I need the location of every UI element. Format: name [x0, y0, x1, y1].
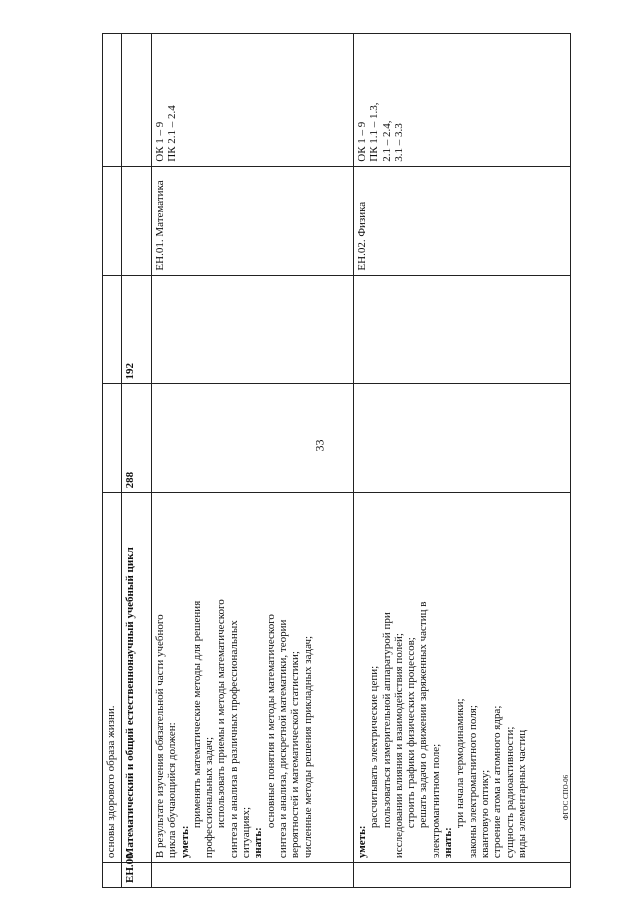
math-line: применять математические методы для решения	[190, 600, 203, 829]
footer-code: ФГОС СПО-06	[562, 774, 570, 820]
physics-line: квантовую оптику;	[478, 769, 491, 859]
table-row-section	[122, 34, 152, 888]
physics-line: строение атома и атомного ядра;	[491, 705, 504, 859]
physics-line: законы электромагнитного поля;	[466, 705, 479, 859]
cell-empty	[103, 863, 122, 888]
physics-line: сущность радиоактивности;	[503, 726, 516, 859]
physics-line: рассчитывать электрические цепи;	[368, 665, 381, 829]
math-description	[152, 493, 354, 863]
table-row-math	[152, 34, 354, 888]
curriculum-table	[102, 33, 571, 888]
math-line: ситуациях;	[240, 807, 253, 859]
table-row-health	[103, 34, 122, 888]
table-row-physics	[353, 34, 570, 888]
math-discipline: ЕН.01. Математика	[152, 166, 354, 275]
physics-line: знать:	[442, 827, 455, 859]
physics-competence: 2.1 – 2.4,	[380, 120, 393, 162]
math-line: профессиональных задач;	[203, 736, 216, 859]
math-line: численные методы решения прикладных задач;	[301, 635, 314, 859]
math-competence: ПК 2.1 – 2.4	[166, 105, 179, 162]
math-line: синтеза и анализа, дискретной математики, теории	[276, 619, 289, 859]
physics-line: уметь:	[355, 825, 368, 859]
physics-line: исследовании влияния и взаимодействия полей;	[392, 633, 405, 859]
math-line: синтеза и анализа в различных профессиональных	[227, 620, 240, 859]
physics-description	[353, 493, 570, 863]
physics-line: виды элементарных частиц	[515, 729, 528, 859]
cell-health-text: основы здорового образа жизни.	[103, 493, 122, 863]
physics-competence: ПК 1.1 – 1.3,	[368, 102, 381, 162]
math-line: основные понятия и методы математического	[264, 614, 277, 829]
section-code: ЕН.00	[122, 863, 152, 888]
page-number: 33	[312, 439, 327, 452]
section-max-load: 288	[122, 384, 152, 493]
math-line: знать:	[252, 827, 265, 859]
math-line: вероятностей и математической статистики;	[289, 651, 302, 859]
physics-line: решать задачи о движении заряженных частиц в	[417, 601, 430, 829]
math-line: уметь:	[178, 825, 191, 859]
physics-line: пользоваться измерительной аппаратурой при	[380, 612, 393, 829]
math-line: использовать приемы и методы математического	[215, 599, 228, 829]
physics-line: три начала термодинамики;	[454, 698, 467, 829]
physics-competences	[353, 34, 570, 167]
section-mandatory: 192	[122, 275, 152, 384]
physics-line: электромагнитном поле;	[429, 743, 442, 859]
math-competence: ОК 1 – 9	[154, 121, 166, 162]
physics-line: строить графики физических процессов;	[405, 637, 418, 829]
physics-competence: 3.1 – 3.3	[392, 123, 405, 162]
curriculum-table-rotated	[102, 33, 571, 888]
physics-competence: ОК 1 – 9	[355, 121, 368, 162]
section-title: Математический и общий естественнонаучный учебный цикл	[122, 493, 152, 863]
math-line: В результате изучения обязательной части учебного	[154, 614, 166, 859]
math-line: цикла обучающийся должен:	[166, 722, 179, 859]
math-competences	[152, 34, 354, 167]
physics-discipline: ЕН.02. Физика	[353, 166, 570, 275]
